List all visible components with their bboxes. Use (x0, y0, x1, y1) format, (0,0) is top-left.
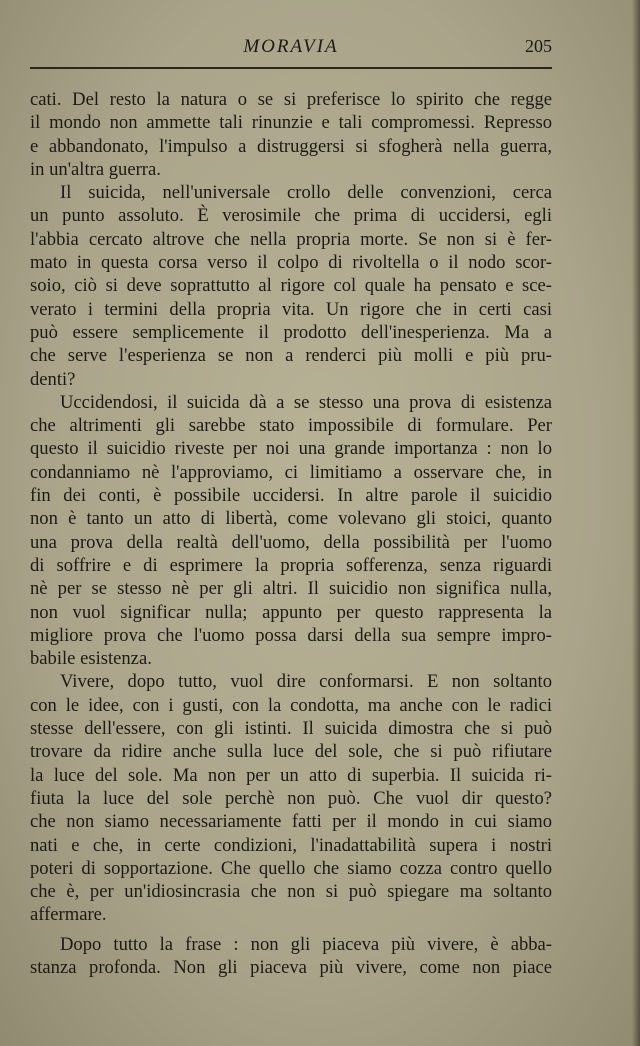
paragraph (30, 670, 552, 926)
text-line: condanniamo nè l'approviamo, ci limitiamo a osservare che, in (30, 461, 552, 483)
text-line: che altrimenti gli sarebbe stato impossibile di formulare. Per (30, 415, 552, 437)
page-edge-shadow (632, 0, 640, 1046)
text-line: il mondo non ammette tali rinunzie e tali compromessi. Represso (30, 112, 552, 134)
text-line: migliore prova che l'uomo possa darsi della sua sempre impro- (30, 624, 552, 646)
text-line: che è, per un'idiosincrasia che non si può spiegare ma soltanto (30, 881, 552, 903)
paragraph (30, 933, 552, 980)
text-line: in un'altra guerra. (30, 158, 161, 180)
header-rule (30, 67, 552, 69)
text-line: stesse dell'essere, con gli istinti. Il suicida dimostra che si può (30, 718, 552, 740)
text-line: trovare da ridire anche sulla luce del sole, che si può rifiutare (30, 741, 552, 763)
text-line: poteri di sopportazione. Che quello che siamo cozza contro quello (30, 857, 552, 879)
text-line: Vivere, dopo tutto, vuol dire conformarsi. E non soltanto (60, 671, 552, 693)
text-line: la luce del sole. Ma non per un atto di superbia. Il suicida ri- (30, 764, 552, 786)
paragraph (30, 88, 552, 181)
text-line: nati e che, in certe condizioni, l'inadattabilità supera i nostri (30, 834, 552, 856)
text-line: soio, ciò si deve soprattutto al rigore col quale ha pensato e sce- (30, 275, 552, 297)
page-header (30, 30, 552, 60)
page-number: 205 (525, 36, 552, 56)
text-line: fiuta la luce del sole perchè non può. Che vuol dir questo? (30, 787, 552, 809)
body-text (30, 88, 552, 979)
paragraph (30, 391, 552, 671)
text-line: affermare. (30, 904, 107, 926)
text-line: non è tanto un atto di libertà, come volevano gli stoici, quanto (30, 508, 552, 530)
text-line: l'abbia cercato altrove che nella propria morte. Se non si è fer- (30, 228, 552, 250)
text-line: può essere semplicemente il prodotto dell'inesperienza. Ma a (30, 321, 552, 343)
running-title: MORAVIA (243, 36, 339, 57)
text-line: una prova della realtà dell'uomo, della possibilità per l'uomo (30, 531, 552, 553)
text-line: che serve l'esperienza se non a renderci più molli e più pru- (30, 345, 552, 367)
text-line: che non siamo necessariamente fatti per il mondo in cui siamo (30, 811, 552, 833)
text-line: non vuol significar nulla; appunto per questo rappresenta la (30, 601, 552, 623)
paragraph (30, 181, 552, 391)
text-line: stanza profonda. Non gli piaceva più vivere, come non piace (30, 956, 552, 978)
text-line: e abbandonato, l'impulso a distruggersi si sfogherà nella guerra, (30, 135, 552, 157)
text-line: di soffrire e di esprimere la propria sofferenza, senza riguardi (30, 554, 552, 576)
text-line: cati. Del resto la natura o se si preferisce lo spirito che regge (30, 89, 552, 110)
text-line: fin dei conti, è possibile uccidersi. In altre parole il suicidio (30, 485, 552, 507)
text-line: Il suicida, nell'universale crollo delle convenzioni, cerca (60, 182, 552, 204)
text-line: babile esistenza. (30, 648, 152, 670)
text-line: Dopo tutto la frase : non gli piaceva più vivere, è abba- (60, 933, 552, 955)
text-line: un punto assoluto. È verosimile che prima di uccidersi, egli (30, 205, 552, 227)
text-line: denti? (30, 368, 76, 390)
text-line: Uccidendosi, il suicida dà a se stesso una prova di esistenza (60, 391, 552, 413)
text-line: con le idee, con i gusti, con la condotta, ma anche con le radici (30, 694, 552, 716)
text-line: nè per se stesso nè per gli altri. Il suicidio non significa nulla, (30, 578, 552, 600)
text-line: mato in questa corsa verso il colpo di rivoltella o il nodo scor- (30, 252, 552, 274)
text-line: verato i termini della propria vita. Un rigore che in certi casi (30, 298, 552, 320)
text-line: questo il suicidio riveste per noi una grande importanza : non lo (30, 438, 552, 460)
